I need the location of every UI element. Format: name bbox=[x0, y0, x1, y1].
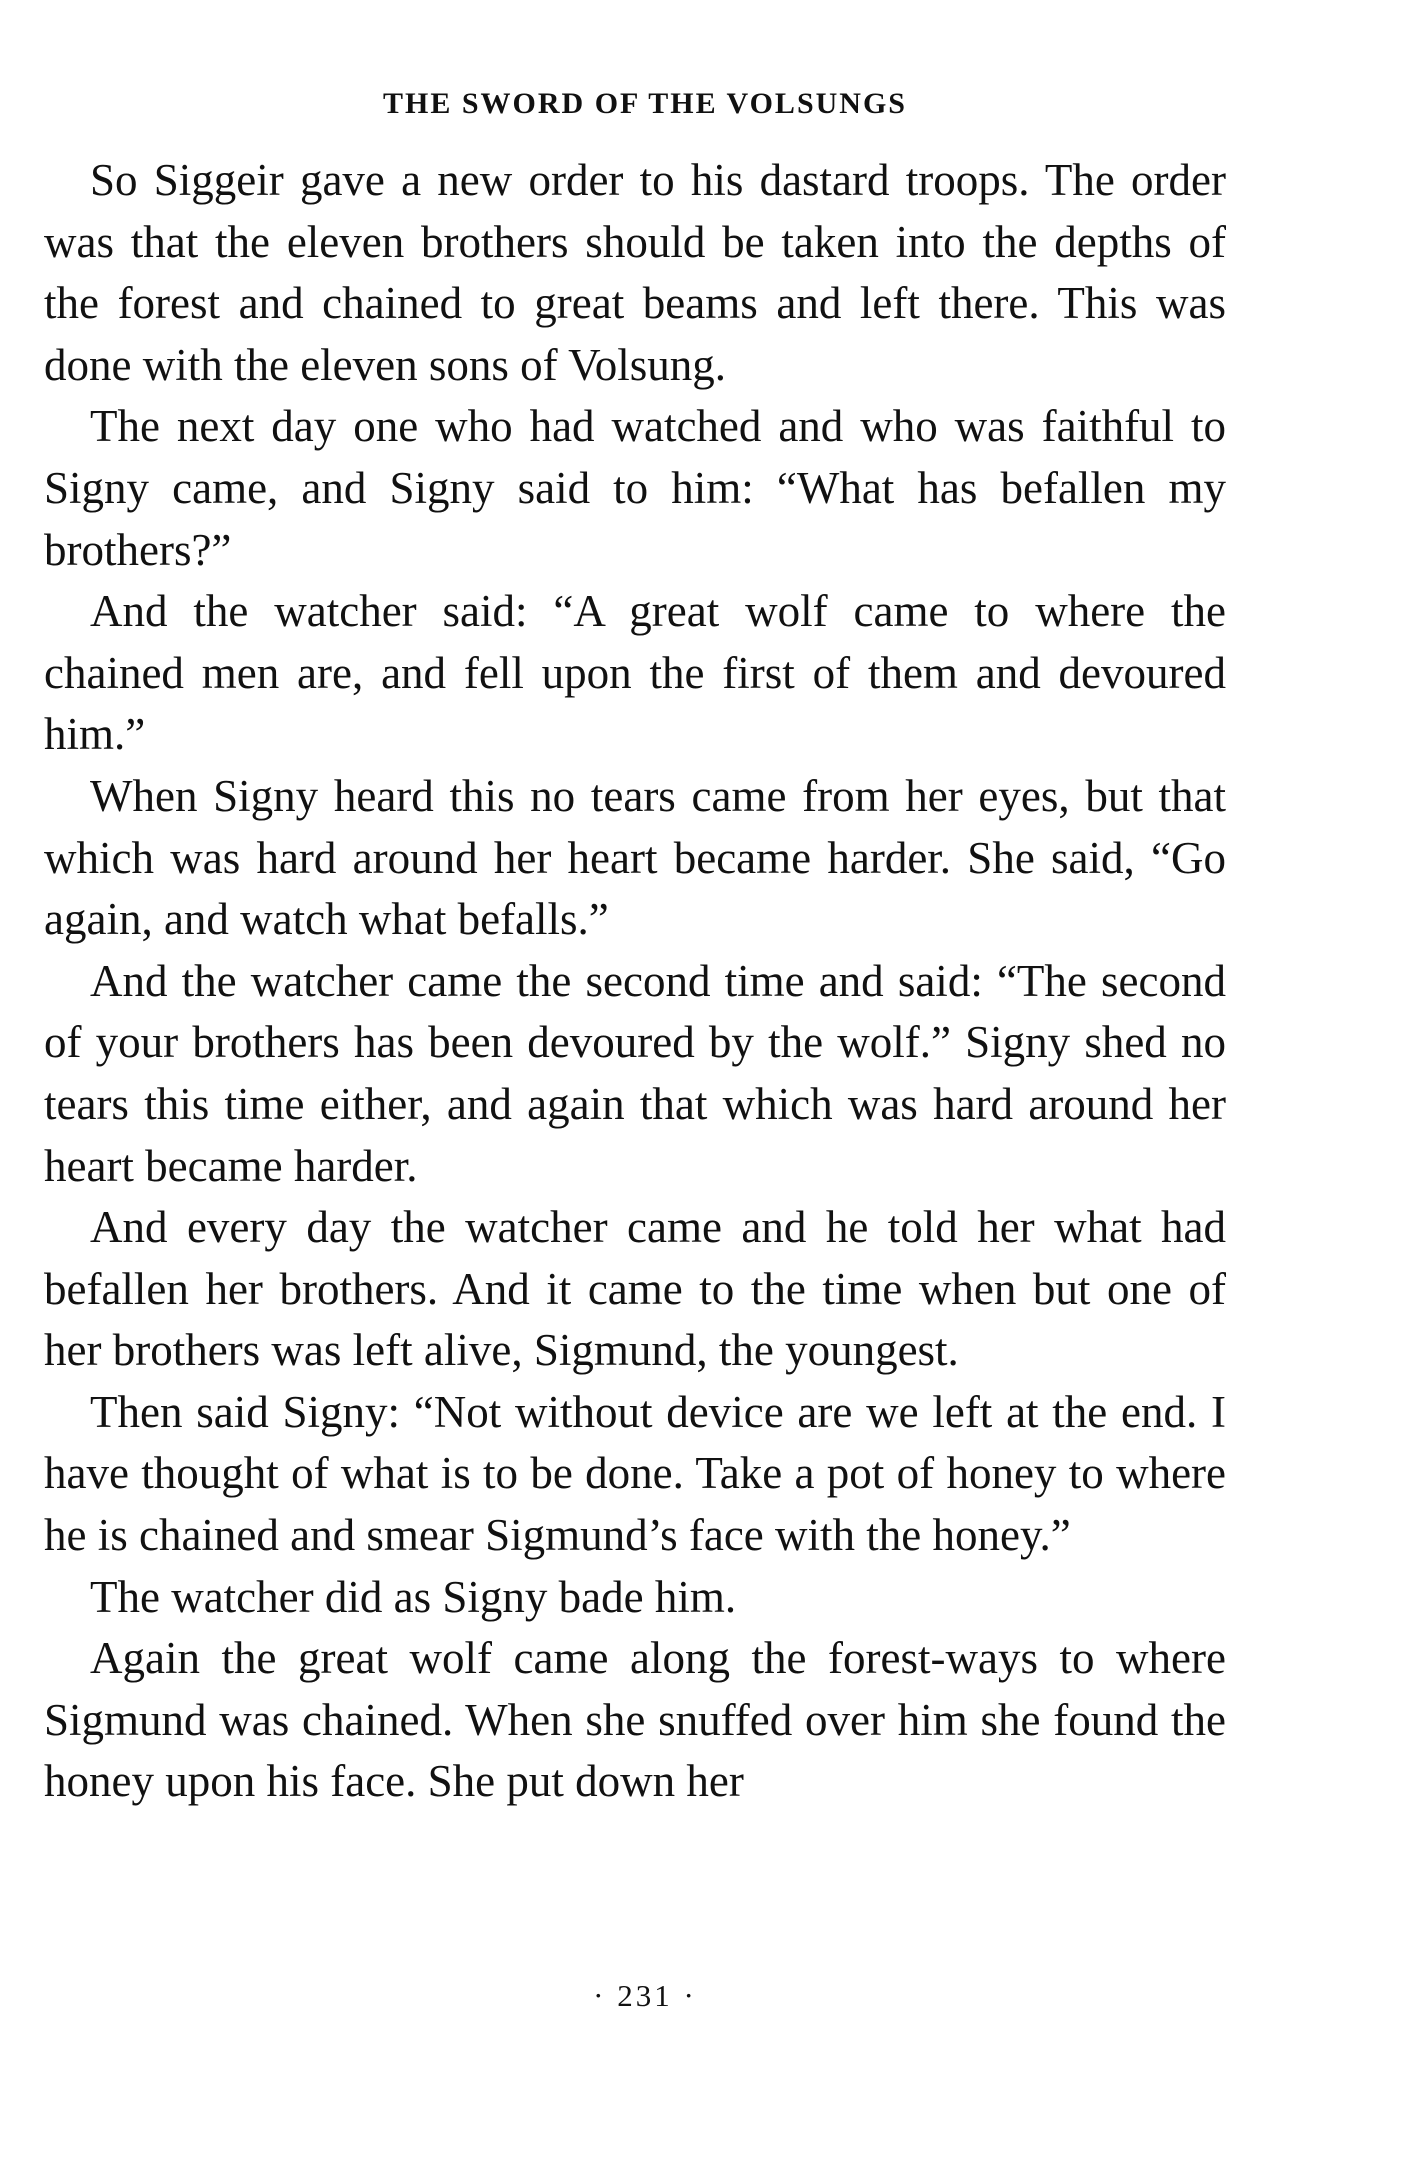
page-number: · 231 · bbox=[593, 1978, 697, 2013]
paragraph: When Signy heard this no tears came from her eyes, but that which was hard around her heart became harder. She said, “Go again, and watch what befalls.” bbox=[44, 770, 1226, 945]
paragraph: Then said Signy: “Not without device are we left at the end. I have thought of what is to be done. Take a pot of honey to where he is chained and smear Sigmund’s face with the honey.” bbox=[44, 1386, 1226, 1561]
paragraph: And the watcher came the second time and said: “The second of your brothers has been devoured by the wolf.” Signy shed no tears this time either, and again that which was hard around her heart became harder. bbox=[44, 955, 1226, 1191]
paragraph: So Siggeir gave a new order to his dastard troops. The order was that the eleven brothers should be taken into the depths of the forest and chained to great beams and left there. This was done with the eleven sons of Volsung. bbox=[44, 155, 1226, 390]
paragraph: And every day the watcher came and he told her what had befallen her brothers. And it came to the time when but one of her brothers was left alive, Sigmund, the youngest. bbox=[44, 1202, 1226, 1376]
body-text bbox=[44, 150, 1226, 1813]
paragraph: The next day one who had watched and who was faithful to Signy came, and Signy said to him: “What has befallen my brothers?” bbox=[44, 401, 1226, 575]
running-head: THE SWORD OF THE VOLSUNGS bbox=[383, 87, 907, 120]
paragraph: The watcher did as Signy bade him. bbox=[90, 1571, 737, 1622]
paragraph: Again the great wolf came along the forest-ways to where Sigmund was chained. When she snuffed over him she found the honey upon his face. She put down her bbox=[44, 1633, 1226, 1807]
paragraph: And the watcher said: “A great wolf came to where the chained men are, and fell upon the first of them and devoured him.” bbox=[44, 586, 1226, 760]
